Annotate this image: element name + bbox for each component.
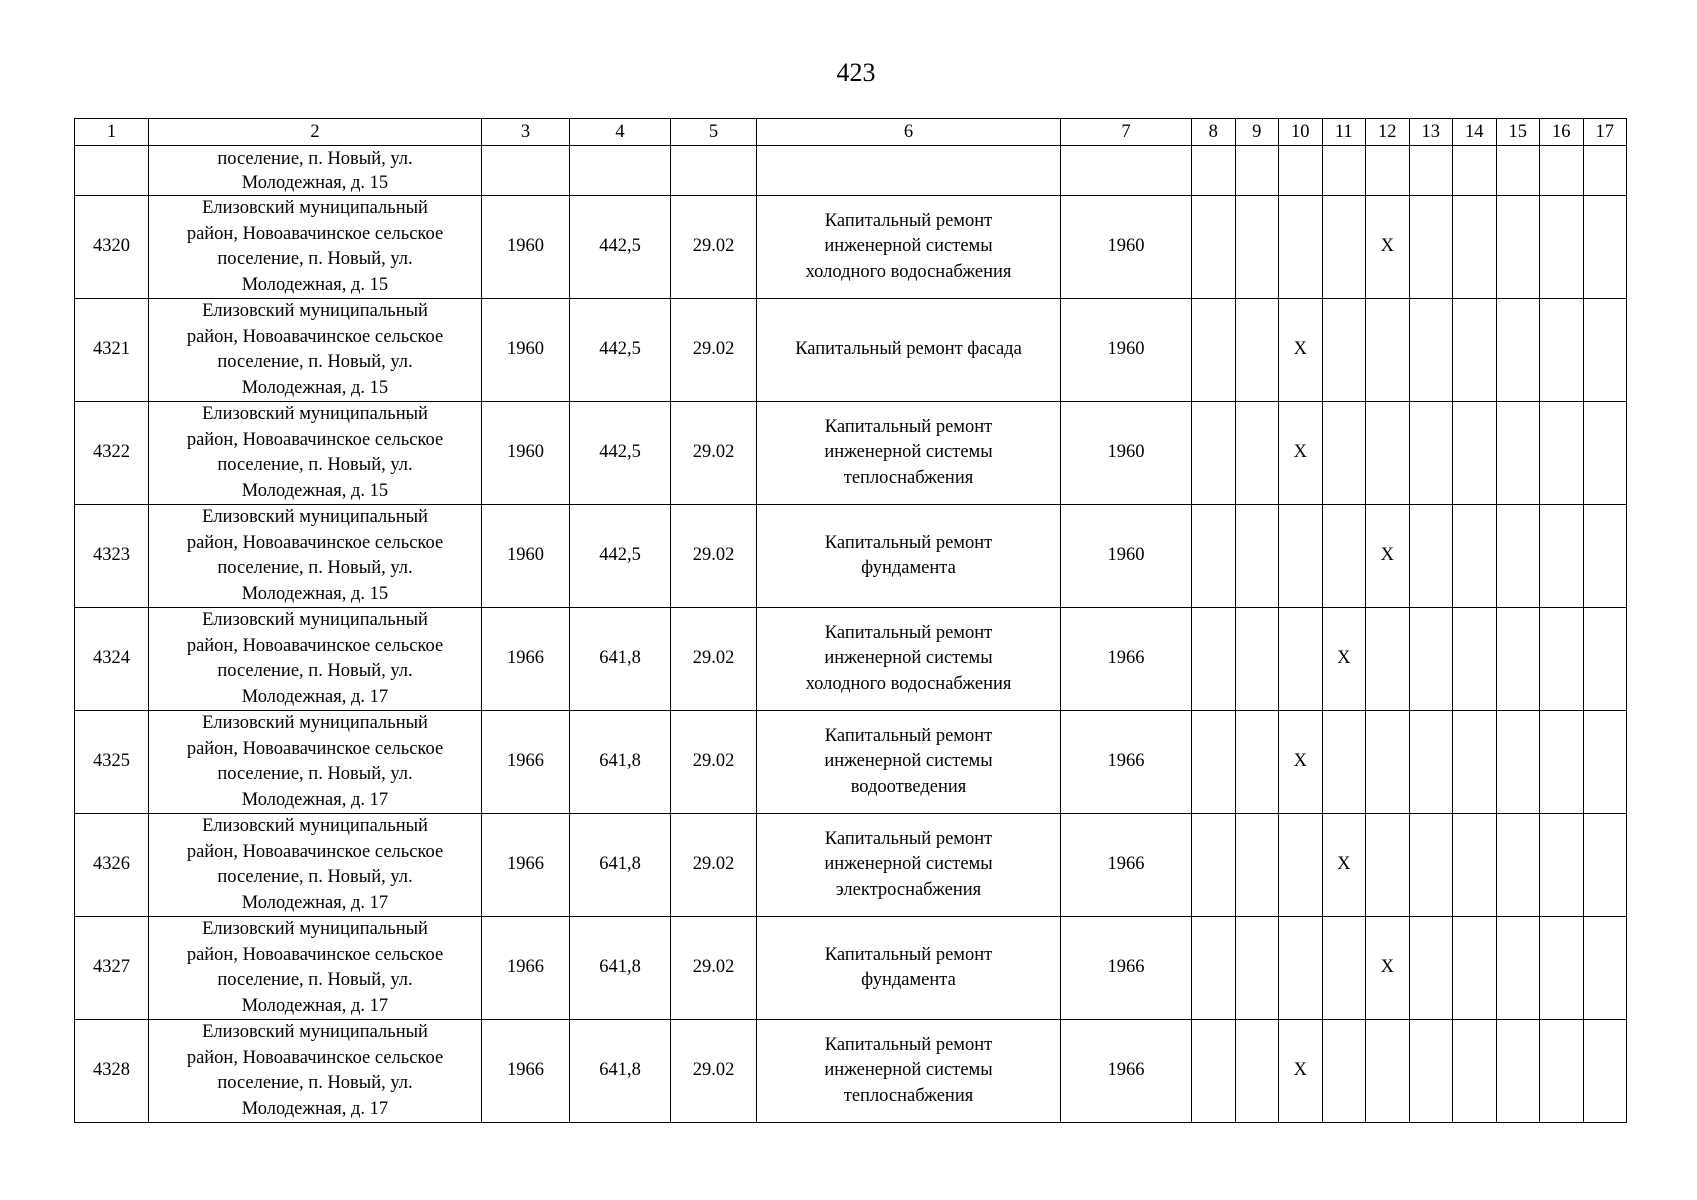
- cell-code: 29.02: [671, 711, 757, 814]
- work-line: холодного водоснабжения: [805, 261, 1012, 282]
- cell-empty: [1496, 402, 1540, 505]
- table-header: [75, 119, 1627, 146]
- table-row: [75, 608, 1627, 711]
- cell-year: 1966: [482, 814, 570, 917]
- cell-empty: [1453, 402, 1497, 505]
- cell-year: 1966: [482, 711, 570, 814]
- cell-empty: [1235, 299, 1279, 402]
- cell-address: [149, 299, 482, 402]
- cell-empty: [1192, 196, 1236, 299]
- work-line: Капитальный ремонт: [824, 532, 993, 553]
- cell-empty: [1583, 146, 1627, 196]
- cell-empty: [1496, 505, 1540, 608]
- cell-year-2: 1966: [1061, 814, 1192, 917]
- column-header-16: 16: [1540, 119, 1584, 146]
- cell-mark: X: [1366, 917, 1410, 1020]
- cell-work: [757, 608, 1061, 711]
- table-row: [75, 917, 1627, 1020]
- address-line: поселение, п. Новый, ул.: [217, 867, 413, 887]
- cell-empty: [1453, 299, 1497, 402]
- address-line: Молодежная, д. 15: [241, 377, 389, 398]
- cell-empty: [1235, 196, 1279, 299]
- work-line: теплоснабжения: [843, 1085, 974, 1106]
- work-line: фундамента: [861, 970, 956, 990]
- cell-area: 641,8: [570, 711, 671, 814]
- continuation-row: [75, 146, 1627, 196]
- column-header-11: 11: [1322, 119, 1366, 146]
- cell-area: 641,8: [570, 1020, 671, 1123]
- cell-mark: X: [1322, 608, 1366, 711]
- address-line: Елизовский муниципальный: [202, 610, 428, 630]
- address-line: Молодежная, д. 17: [241, 686, 389, 707]
- work-line: Капитальный ремонт: [824, 210, 993, 231]
- column-header-4: 4: [570, 119, 671, 146]
- cell-empty: [1192, 917, 1236, 1020]
- column-header-8: 8: [1192, 119, 1236, 146]
- cell-empty: [1583, 814, 1627, 917]
- work-line: Капитальный ремонт: [824, 622, 993, 643]
- cell-empty: [1235, 505, 1279, 608]
- cell-work: [757, 814, 1061, 917]
- cell-code: 29.02: [671, 402, 757, 505]
- cell-empty: [1409, 608, 1453, 711]
- cell-area: 641,8: [570, 814, 671, 917]
- address-line: район, Новоавачинское сельское: [186, 1047, 444, 1068]
- cell-empty: [1366, 146, 1410, 196]
- cell-empty: [1322, 1020, 1366, 1123]
- cell-year: 1966: [482, 917, 570, 1020]
- cell-area: 442,5: [570, 299, 671, 402]
- work-line: инженерной системы: [824, 442, 993, 463]
- cell-empty: [1192, 711, 1236, 814]
- address-line: поселение, п. Новый, ул.: [217, 249, 413, 269]
- cell-year: 1966: [482, 1020, 570, 1123]
- address-line: район, Новоавачинское сельское: [186, 841, 444, 862]
- column-header-13: 13: [1409, 119, 1453, 146]
- address-line: Молодежная, д. 15: [241, 274, 389, 295]
- cell-empty: [1409, 814, 1453, 917]
- cell-empty: [1322, 505, 1366, 608]
- table-body: [75, 146, 1627, 1123]
- cell-empty: [1540, 814, 1584, 917]
- cell-empty: [1409, 505, 1453, 608]
- column-header-17: 17: [1583, 119, 1627, 146]
- address-line: Елизовский муниципальный: [202, 404, 428, 424]
- cell-empty: [1235, 402, 1279, 505]
- cell-empty: [1279, 146, 1323, 196]
- table-row: [75, 711, 1627, 814]
- cell-address: [149, 917, 482, 1020]
- cell-code: 29.02: [671, 299, 757, 402]
- cell-year: 1960: [482, 196, 570, 299]
- cell-empty: [1583, 608, 1627, 711]
- cell-empty: [1235, 146, 1279, 196]
- address-line: Молодежная, д. 15: [241, 480, 389, 501]
- cell-year: 1960: [482, 505, 570, 608]
- cell-num: 4326: [75, 814, 149, 917]
- address-line: район, Новоавачинское сельское: [186, 944, 444, 965]
- table-row: [75, 505, 1627, 608]
- address-line: Молодежная, д. 17: [241, 995, 389, 1016]
- cell-empty: [671, 146, 757, 196]
- cell-num: 4320: [75, 196, 149, 299]
- cell-num: 4322: [75, 402, 149, 505]
- cell-work: [757, 299, 1061, 402]
- header-row: [75, 119, 1627, 146]
- cell-empty: [757, 146, 1061, 196]
- cell-empty: [1453, 505, 1497, 608]
- cell-code: 29.02: [671, 1020, 757, 1123]
- cell-year: 1960: [482, 299, 570, 402]
- cell-address: [149, 711, 482, 814]
- address-line: Елизовский муниципальный: [202, 198, 428, 218]
- cell-empty: [1409, 1020, 1453, 1123]
- address-line: поселение, п. Новый, ул.: [217, 455, 413, 475]
- cell-empty: [1061, 146, 1192, 196]
- cell-empty: [1192, 146, 1236, 196]
- work-line: Капитальный ремонт фасада: [795, 339, 1022, 360]
- table-row: [75, 402, 1627, 505]
- cell-empty: [1496, 814, 1540, 917]
- table-row: [75, 814, 1627, 917]
- work-line: Капитальный ремонт: [824, 944, 993, 965]
- cell-empty: [1540, 608, 1584, 711]
- cell-address: [149, 402, 482, 505]
- cell-empty: [1540, 299, 1584, 402]
- cell-empty: [1192, 505, 1236, 608]
- cell-year-2: 1960: [1061, 196, 1192, 299]
- cell-empty: [1279, 196, 1323, 299]
- column-header-9: 9: [1235, 119, 1279, 146]
- cell-num: 4323: [75, 505, 149, 608]
- cell-num: [75, 146, 149, 196]
- cell-empty: [1453, 1020, 1497, 1123]
- address-line: район, Новоавачинское сельское: [186, 326, 444, 347]
- cell-address: [149, 1020, 482, 1123]
- cell-empty: [1322, 711, 1366, 814]
- work-line: инженерной системы: [824, 648, 993, 669]
- cell-empty: [570, 146, 671, 196]
- address-line: Елизовский муниципальный: [202, 713, 428, 733]
- cell-empty: [1496, 1020, 1540, 1123]
- cell-empty: [1453, 814, 1497, 917]
- cell-code: 29.02: [671, 196, 757, 299]
- cell-empty: [1583, 711, 1627, 814]
- cell-mark: X: [1322, 814, 1366, 917]
- work-line: инженерной системы: [824, 1060, 993, 1081]
- work-line: водоотведения: [850, 776, 967, 797]
- column-header-15: 15: [1496, 119, 1540, 146]
- cell-empty: [1540, 917, 1584, 1020]
- cell-work: [757, 711, 1061, 814]
- address-line: Елизовский муниципальный: [202, 816, 428, 836]
- cell-empty: [1409, 196, 1453, 299]
- address-line: район, Новоавачинское сельское: [186, 532, 444, 553]
- cell-address: [149, 505, 482, 608]
- address-line: Елизовский муниципальный: [202, 919, 428, 939]
- cell-year: 1966: [482, 608, 570, 711]
- work-line: электроснабжения: [835, 879, 982, 900]
- address-line: Молодежная, д. 15: [241, 583, 389, 604]
- address-line: поселение, п. Новый, ул.: [217, 764, 413, 784]
- address-line: поселение, п. Новый, ул.: [217, 661, 413, 681]
- cell-empty: [1409, 146, 1453, 196]
- work-line: Капитальный ремонт: [824, 725, 993, 746]
- work-line: фундамента: [861, 558, 956, 578]
- cell-empty: [1366, 402, 1410, 505]
- work-line: инженерной системы: [824, 236, 993, 257]
- address-line: Молодежная, д. 17: [241, 892, 389, 913]
- cell-year-2: 1966: [1061, 608, 1192, 711]
- address-line: Елизовский муниципальный: [202, 1022, 428, 1042]
- address-line: Елизовский муниципальный: [202, 507, 428, 527]
- cell-work: [757, 917, 1061, 1020]
- column-header-12: 12: [1366, 119, 1410, 146]
- work-line: Капитальный ремонт: [824, 828, 993, 849]
- work-line: теплоснабжения: [843, 467, 974, 488]
- work-line: холодного водоснабжения: [805, 673, 1012, 694]
- cell-empty: [1235, 814, 1279, 917]
- cell-empty: [1540, 505, 1584, 608]
- cell-area: 442,5: [570, 196, 671, 299]
- cell-year: 1960: [482, 402, 570, 505]
- column-header-6: 6: [757, 119, 1061, 146]
- work-line: инженерной системы: [824, 751, 993, 772]
- address-line: поселение, п. Новый, ул.: [217, 352, 413, 372]
- column-header-1: 1: [75, 119, 149, 146]
- work-line: Капитальный ремонт: [824, 1034, 993, 1055]
- cell-area: 442,5: [570, 505, 671, 608]
- cell-empty: [1540, 711, 1584, 814]
- cell-code: 29.02: [671, 814, 757, 917]
- cell-empty: [1279, 917, 1323, 1020]
- cell-code: 29.02: [671, 505, 757, 608]
- cell-address: [149, 608, 482, 711]
- cell-num: 4328: [75, 1020, 149, 1123]
- cell-mark: X: [1279, 1020, 1323, 1123]
- cell-empty: [1279, 505, 1323, 608]
- cell-year-2: 1960: [1061, 299, 1192, 402]
- cell-code: 29.02: [671, 917, 757, 1020]
- cell-empty: [1366, 814, 1410, 917]
- cell-empty: [1322, 299, 1366, 402]
- cell-address: [149, 146, 482, 196]
- address-line: поселение, п. Новый, ул.: [217, 970, 413, 990]
- address-line: Молодежная, д. 17: [241, 789, 389, 810]
- cell-work: [757, 505, 1061, 608]
- cell-empty: [1192, 1020, 1236, 1123]
- cell-empty: [1192, 402, 1236, 505]
- cell-empty: [482, 146, 570, 196]
- cell-empty: [1583, 402, 1627, 505]
- cell-empty: [1409, 402, 1453, 505]
- address-line: поселение, п. Новый, ул.: [217, 148, 413, 169]
- cell-empty: [1540, 146, 1584, 196]
- cell-empty: [1453, 917, 1497, 1020]
- cell-empty: [1366, 711, 1410, 814]
- cell-empty: [1540, 1020, 1584, 1123]
- cell-empty: [1496, 608, 1540, 711]
- cell-area: 442,5: [570, 402, 671, 505]
- address-line: район, Новоавачинское сельское: [186, 738, 444, 759]
- column-header-3: 3: [482, 119, 570, 146]
- cell-empty: [1322, 146, 1366, 196]
- cell-year-2: 1966: [1061, 1020, 1192, 1123]
- cell-num: 4325: [75, 711, 149, 814]
- table-row: [75, 1020, 1627, 1123]
- address-line: поселение, п. Новый, ул.: [217, 558, 413, 578]
- cell-empty: [1583, 299, 1627, 402]
- cell-empty: [1322, 917, 1366, 1020]
- cell-address: [149, 196, 482, 299]
- cell-empty: [1366, 299, 1410, 402]
- work-line: инженерной системы: [824, 854, 993, 875]
- cell-empty: [1322, 196, 1366, 299]
- cell-empty: [1496, 146, 1540, 196]
- cell-code: 29.02: [671, 608, 757, 711]
- cell-empty: [1583, 505, 1627, 608]
- cell-empty: [1192, 814, 1236, 917]
- cell-empty: [1583, 917, 1627, 1020]
- cell-empty: [1366, 1020, 1410, 1123]
- address-line: район, Новоавачинское сельское: [186, 429, 444, 450]
- cell-empty: [1453, 711, 1497, 814]
- cell-empty: [1496, 196, 1540, 299]
- page-number: 423: [836, 58, 876, 87]
- cell-num: 4327: [75, 917, 149, 1020]
- cell-area: 641,8: [570, 608, 671, 711]
- cell-empty: [1235, 711, 1279, 814]
- cell-work: [757, 402, 1061, 505]
- column-header-2: 2: [149, 119, 482, 146]
- cell-year-2: 1960: [1061, 402, 1192, 505]
- cell-work: [757, 1020, 1061, 1123]
- column-header-14: 14: [1453, 119, 1497, 146]
- cell-area: 641,8: [570, 917, 671, 1020]
- cell-empty: [1279, 608, 1323, 711]
- address-line: Молодежная, д. 15: [241, 172, 389, 193]
- cell-num: 4321: [75, 299, 149, 402]
- work-line: Капитальный ремонт: [824, 416, 993, 437]
- cell-mark: X: [1279, 402, 1323, 505]
- cell-empty: [1366, 608, 1410, 711]
- address-line: Елизовский муниципальный: [202, 301, 428, 321]
- cell-empty: [1453, 146, 1497, 196]
- column-header-5: 5: [671, 119, 757, 146]
- cell-empty: [1322, 402, 1366, 505]
- repair-register-table: [74, 118, 1627, 1123]
- cell-empty: [1583, 1020, 1627, 1123]
- address-line: поселение, п. Новый, ул.: [217, 1073, 413, 1093]
- cell-empty: [1235, 608, 1279, 711]
- cell-empty: [1192, 299, 1236, 402]
- table-row: [75, 196, 1627, 299]
- cell-year-2: 1960: [1061, 505, 1192, 608]
- cell-empty: [1496, 917, 1540, 1020]
- address-line: Молодежная, д. 17: [241, 1098, 389, 1119]
- cell-empty: [1409, 299, 1453, 402]
- cell-year-2: 1966: [1061, 917, 1192, 1020]
- cell-num: 4324: [75, 608, 149, 711]
- cell-empty: [1453, 196, 1497, 299]
- cell-empty: [1409, 917, 1453, 1020]
- column-header-10: 10: [1279, 119, 1323, 146]
- cell-empty: [1453, 608, 1497, 711]
- cell-empty: [1540, 196, 1584, 299]
- cell-mark: X: [1366, 505, 1410, 608]
- table-row: [75, 299, 1627, 402]
- cell-address: [149, 814, 482, 917]
- cell-empty: [1279, 814, 1323, 917]
- cell-year-2: 1966: [1061, 711, 1192, 814]
- cell-empty: [1540, 402, 1584, 505]
- cell-mark: X: [1279, 299, 1323, 402]
- cell-empty: [1409, 711, 1453, 814]
- cell-work: [757, 196, 1061, 299]
- cell-empty: [1192, 608, 1236, 711]
- cell-empty: [1496, 299, 1540, 402]
- cell-mark: X: [1279, 711, 1323, 814]
- address-line: район, Новоавачинское сельское: [186, 223, 444, 244]
- cell-mark: X: [1366, 196, 1410, 299]
- cell-empty: [1496, 711, 1540, 814]
- cell-empty: [1583, 196, 1627, 299]
- column-header-7: 7: [1061, 119, 1192, 146]
- cell-empty: [1235, 917, 1279, 1020]
- address-line: район, Новоавачинское сельское: [186, 635, 444, 656]
- cell-empty: [1235, 1020, 1279, 1123]
